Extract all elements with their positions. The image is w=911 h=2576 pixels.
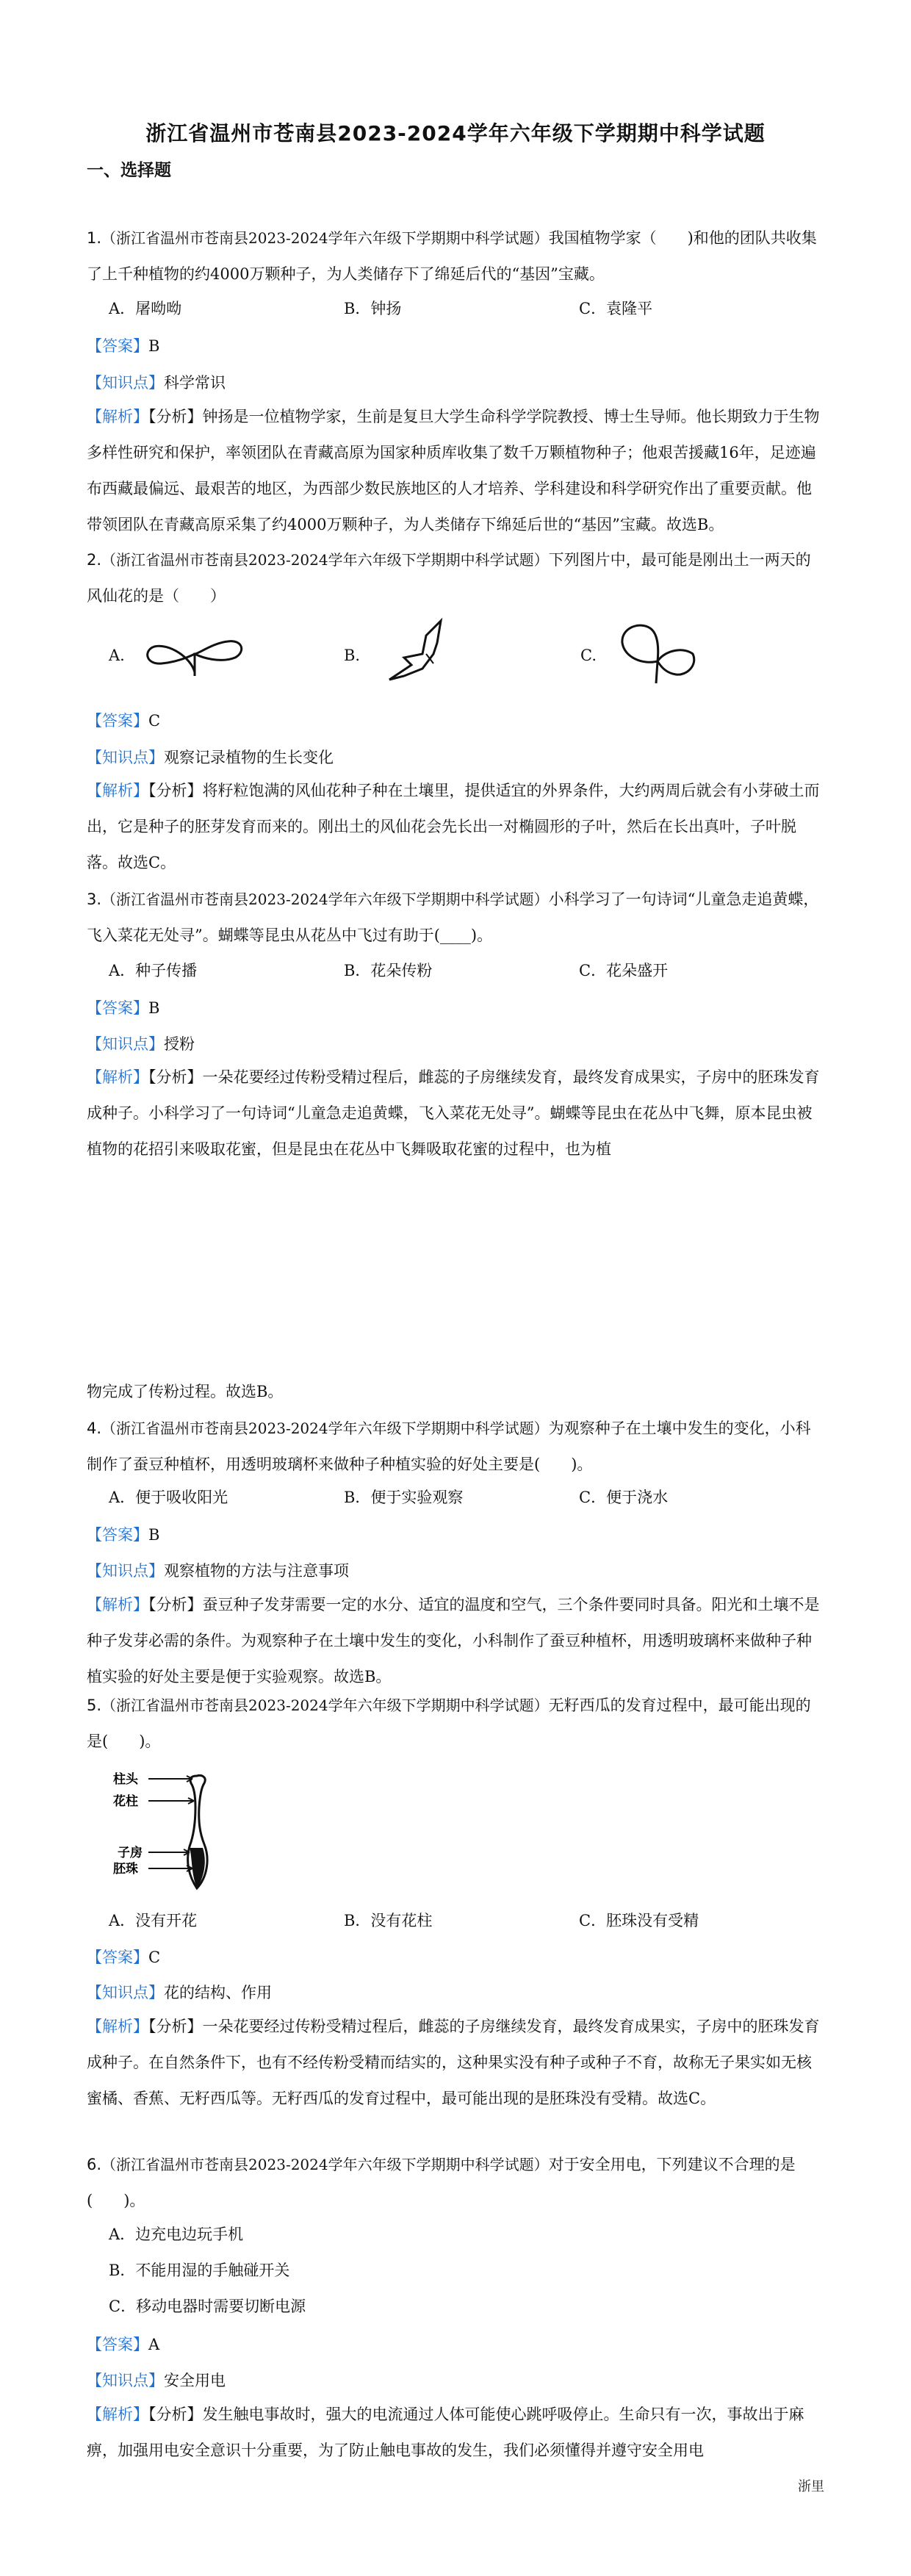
page-footer: 浙里 <box>798 2479 824 2494</box>
question-number: 1. <box>87 229 102 247</box>
knowledge-value: 授粉 <box>164 1035 195 1053</box>
analysis-text: 将籽粒饱满的风仙花种子种在土壤里，提供适宜的外界条件，大约两周后就会有小芽破土而出，它是种子的胚芽发育而来的。刚出土的风仙花会先长出一对椭圆形的子叶，然后在长出真叶，子叶脱落。故选C。 <box>87 782 820 871</box>
question-1 <box>87 220 824 292</box>
figure-label-style: 花柱 <box>113 1794 138 1809</box>
analysis-text: 钟扬是一位植物学家，生前是复旦大学生命科学学院教授、博士生导师。他长期致力于生物多样性研究和保护，率领团队在青藏高原为国家种质库收集了数千万颗植物种子；他艰苦援藏16年，足迹遍布西藏最偏远、最艰苦的地区，为西部少数民族地区的人才培养、学科建设和科学研究作出了重要贡献。他带领团队在青藏高原采集了约4000万颗种子，为人类储存下绵延后世的“基因”宝藏。故选B。 <box>87 408 820 533</box>
question-number: 6. <box>87 2156 102 2173</box>
analysis-row: 【解析】【分析】将籽粒饱满的风仙花种子种在土壤里，提供适宜的外界条件，大约两周后就会有小芽破土而出，它是种子的胚芽发育而来的。刚出土的风仙花会先长出一对椭圆形的子叶，然后在长出真叶，子叶脱落。故选C。 <box>87 782 820 871</box>
option-c[interactable]: C．胚珠没有受精 <box>579 1912 699 1929</box>
question-text: 对于安全用电，下列建议不合理的是( )。 <box>87 2156 796 2209</box>
option-b[interactable]: B．没有花柱 <box>344 1912 433 1929</box>
question-source: （浙江省温州市苍南县2023-2024学年六年级下学期期中科学试题） <box>101 551 549 569</box>
answer-row: 【答案】B <box>87 337 160 355</box>
option-b[interactable]: B．不能用湿的手触碰开关 <box>109 2262 290 2279</box>
knowledge-row: 【知识点】花的结构、作用 <box>87 1984 272 2001</box>
option-c[interactable]: C．便于浇水 <box>579 1489 669 1506</box>
analysis-text: 发生触电事故时，强大的电流通过人体可能使心跳呼吸停止。生命只有一次，事故出于麻痹，加强用电安全意识十分重要，为了防止触电事故的发生，我们必须懂得并遵守安全用电 <box>87 2406 804 2459</box>
answer-row: 【答案】C <box>87 1949 161 1966</box>
figure-label-ovule: 胚珠 <box>113 1862 138 1877</box>
seedling-a-icon[interactable] <box>140 628 250 680</box>
page-title: 浙江省温州市苍南县2023-2024学年六年级下学期期中科学试题 <box>145 121 766 145</box>
option-c[interactable]: C. <box>580 647 597 664</box>
question-number: 5. <box>87 1697 102 1714</box>
answer-row: 【答案】B <box>87 1526 160 1544</box>
answer-value: A <box>148 2336 160 2353</box>
seedling-b-icon[interactable] <box>382 614 455 687</box>
knowledge-value: 观察植物的方法与注意事项 <box>164 1562 349 1580</box>
analysis-text: 一朵花要经过传粉受精过程后，雌蕊的子房继续发育，最终发育成果实，子房中的胚珠发育成种子。小科学习了一句诗词“儿童急走追黄蝶，飞入菜花无处寻”。蝴蝶等昆虫在花丛中飞舞，原本昆虫被植物的花招引来吸取花蜜，但是昆虫在花丛中飞舞吸取花蜜的过程中，也为植 <box>87 1068 820 1158</box>
knowledge-value: 安全用电 <box>164 2372 226 2389</box>
answer-value: B <box>148 1526 160 1544</box>
options-q3 <box>109 959 843 981</box>
question-source: （浙江省温州市苍南县2023-2024学年六年级下学期期中科学试题） <box>101 891 549 908</box>
option-a[interactable]: A．种子传播 <box>109 962 198 979</box>
question-4 <box>87 1411 824 1483</box>
question-3 <box>87 882 824 954</box>
question-text: 小科学习了一句诗词“儿童急走追黄蝶，飞入菜花无处寻”。蝴蝶等昆虫从花丛中飞过有助于(____)。 <box>87 891 819 944</box>
question-2 <box>87 542 824 614</box>
options-q6 <box>109 2217 306 2325</box>
option-a[interactable]: A．边充电边玩手机 <box>109 2226 244 2243</box>
figure-label-ovary: 子房 <box>118 1846 143 1860</box>
analysis-row: 【解析】【分析】发生触电事故时，强大的电流通过人体可能使心跳呼吸停止。生命只有一次，事故出于麻痹，加强用电安全意识十分重要，为了防止触电事故的发生，我们必须懂得并遵守安全用电 <box>87 2406 804 2459</box>
knowledge-row: 【知识点】观察记录植物的生长变化 <box>87 749 334 766</box>
pistil-diagram <box>110 1767 220 1896</box>
answer-row: 【答案】C <box>87 712 161 730</box>
question-number: 2. <box>87 551 102 569</box>
analysis-continuation: 物完成了传粉过程。故选B。 <box>87 1383 284 1400</box>
option-c[interactable]: C．花朵盛开 <box>579 962 669 979</box>
answer-value: B <box>148 999 160 1017</box>
option-b[interactable]: B．花朵传粉 <box>344 962 433 979</box>
analysis-row: 【解析】【分析】蚕豆种子发芽需要一定的水分、适宜的温度和空气，三个条件要同时具备。阳光和土壤不是种子发芽必需的条件。为观察种子在土壤中发生的变化，小科制作了蚕豆种植杯，用透明玻璃杯来做种子种植实验的好处主要是便于实验观察。故选B。 <box>87 1596 820 1685</box>
knowledge-row: 【知识点】授粉 <box>87 1035 195 1053</box>
answer-row: 【答案】B <box>87 999 160 1017</box>
option-c[interactable]: C．袁隆平 <box>579 300 653 317</box>
knowledge-value: 花的结构、作用 <box>164 1984 272 2001</box>
options-q4 <box>109 1486 843 1508</box>
option-a[interactable]: A．便于吸收阳光 <box>109 1489 228 1506</box>
question-source: （浙江省温州市苍南县2023-2024学年六年级下学期期中科学试题） <box>101 229 549 247</box>
option-a[interactable]: A．屠呦呦 <box>109 300 182 317</box>
figure-label-stigma: 柱头 <box>113 1772 138 1787</box>
analysis-text: 一朵花要经过传粉受精过程后，雌蕊的子房继续发育，最终发育成果实，子房中的胚珠发育成种子。在自然条件下，也有不经传粉受精而结实的，这种果实没有种子或种子不育，故称无子果实如无核蜜橘、香蕉、无籽西瓜等。无籽西瓜的发育过程中，最可能出现的是胚珠没有受精。故选C。 <box>87 2018 820 2107</box>
knowledge-value: 科学常识 <box>164 374 226 392</box>
analysis-row: 【解析】【分析】一朵花要经过传粉受精过程后，雌蕊的子房继续发育，最终发育成果实，子房中的胚珠发育成种子。小科学习了一句诗词“儿童急走追黄蝶，飞入菜花无处寻”。蝴蝶等昆虫在花丛中飞舞，原本昆虫被植物的花招引来吸取花蜜，但是昆虫在花丛中飞舞吸取花蜜的过程中，也为植 <box>87 1068 820 1158</box>
option-a[interactable]: A. <box>109 647 125 664</box>
question-6 <box>87 2147 824 2219</box>
question-number: 4. <box>87 1420 102 1437</box>
question-text: 无籽西瓜的发育过程中，最可能出现的是( )。 <box>87 1697 811 1750</box>
question-number: 3. <box>87 891 102 908</box>
analysis-row: 【解析】【分析】钟扬是一位植物学家，生前是复旦大学生命科学学院教授、博士生导师。他长期致力于生物多样性研究和保护，率领团队在青藏高原为国家种质库收集了数千万颗植物种子；他艰苦援藏16年，足迹遍布西藏最偏远、最艰苦的地区，为西部少数民族地区的人才培养、学科建设和科学研究作出了重要贡献。他带领团队在青藏高原采集了约4000万颗种子，为人类储存下绵延后世的“基因”宝藏。故选B。 <box>87 408 820 533</box>
answer-value: B <box>148 337 160 355</box>
option-a[interactable]: A．没有开花 <box>109 1912 198 1929</box>
answer-value: C <box>148 712 161 730</box>
knowledge-row: 【知识点】科学常识 <box>87 374 226 392</box>
option-c[interactable]: C．移动电器时需要切断电源 <box>109 2298 306 2315</box>
question-text: 下列图片中，最可能是刚出土一两天的风仙花的是（ ） <box>87 551 811 605</box>
question-source: （浙江省温州市苍南县2023-2024学年六年级下学期期中科学试题） <box>101 1697 549 1714</box>
question-text: 我国植物学家（ )和他的团队共收集了上千种植物的约4000万颗种子，为人类储存下了绵延后代的“基因”宝藏。 <box>87 229 817 283</box>
question-5 <box>87 1688 824 1760</box>
question-source: （浙江省温州市苍南县2023-2024学年六年级下学期期中科学试题） <box>101 2156 549 2173</box>
question-text: 为观察种子在土壤中发生的变化，小科制作了蚕豆种植杯，用透明玻璃杯来做种子种植实验的好处主要是( )。 <box>87 1420 811 1473</box>
option-b[interactable]: B．钟扬 <box>344 300 402 317</box>
question-source: （浙江省温州市苍南县2023-2024学年六年级下学期期中科学试题） <box>101 1420 549 1437</box>
options-q1 <box>109 297 843 319</box>
options-q5 <box>109 1909 843 1931</box>
analysis-row: 【解析】【分析】一朵花要经过传粉受精过程后，雌蕊的子房继续发育，最终发育成果实，子房中的胚珠发育成种子。在自然条件下，也有不经传粉受精而结实的，这种果实没有种子或种子不育，故称无子果实如无核蜜橘、香蕉、无籽西瓜等。无籽西瓜的发育过程中，最可能出现的是胚珠没有受精。故选C。 <box>87 2018 820 2107</box>
knowledge-row: 【知识点】观察植物的方法与注意事项 <box>87 1562 349 1580</box>
seedling-c-icon[interactable] <box>613 617 702 687</box>
option-b[interactable]: B．便于实验观察 <box>344 1489 464 1506</box>
knowledge-value: 观察记录植物的生长变化 <box>164 749 334 766</box>
knowledge-row: 【知识点】安全用电 <box>87 2372 226 2389</box>
answer-value: C <box>148 1949 161 1966</box>
analysis-text: 蚕豆种子发芽需要一定的水分、适宜的温度和空气，三个条件要同时具备。阳光和土壤不是种子发芽必需的条件。为观察种子在土壤中发生的变化，小科制作了蚕豆种植杯，用透明玻璃杯来做种子种植实验的好处主要是便于实验观察。故选B。 <box>87 1596 820 1685</box>
option-b[interactable]: B. <box>344 647 361 664</box>
answer-row: 【答案】A <box>87 2336 160 2353</box>
section-heading: 一、选择题 <box>87 161 171 180</box>
